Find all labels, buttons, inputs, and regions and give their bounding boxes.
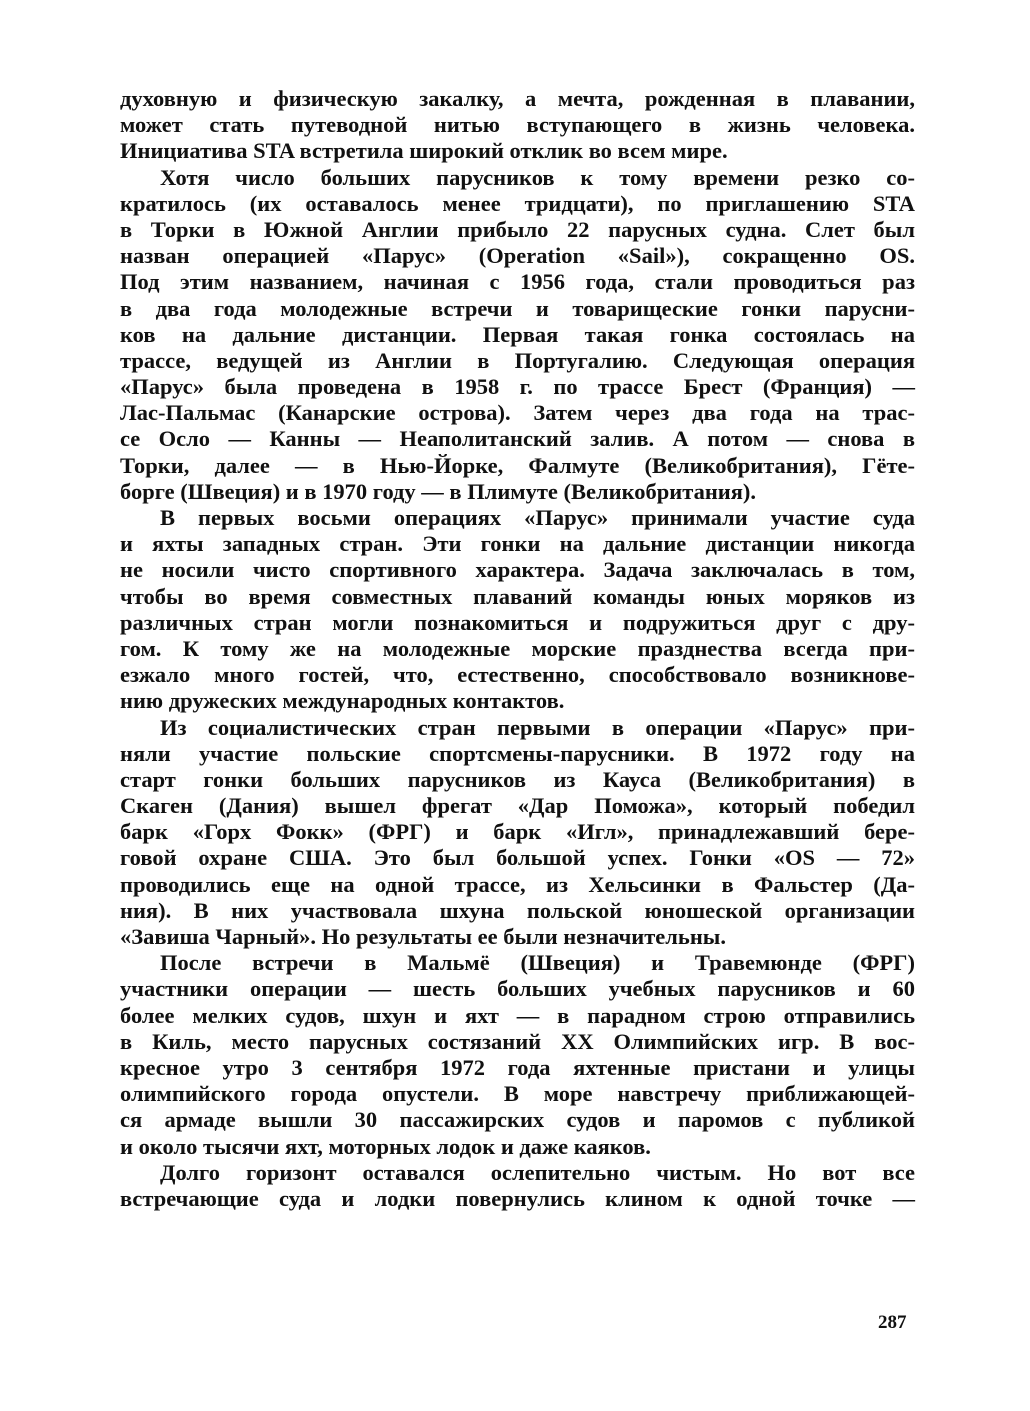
text-line: более мелких судов, шхун и яхт — в парадном строю отправились (120, 1002, 915, 1028)
paragraph (120, 505, 915, 715)
text-line: может стать путеводной нитью вступающего в жизнь человека. (120, 112, 915, 138)
text-line: ся армаде вышли 30 пассажирских судов и паромов с публикой (120, 1107, 915, 1133)
paragraph (120, 715, 915, 951)
text-line: ния). В них участвовала шхуна польской юношеской организации (120, 897, 915, 923)
text-line: и около тысячи яхт, моторных лодок и даже каяков. (120, 1133, 651, 1159)
text-line: Скаген (Дания) вышел фрегат «Дар Поможа», который победил (120, 793, 915, 819)
text-line: Инициатива STA встретила широкий отклик во всем мире. (120, 138, 728, 164)
text-line: проводились еще на одной трассе, из Хельсинки в Фальстер (Да- (120, 871, 915, 897)
text-line: кресное утро 3 сентября 1972 года яхтенные пристани и улицы (120, 1054, 915, 1080)
text-line: Торки, далее — в Нью-Йорке, Фалмуте (Великобритания), Гёте- (120, 452, 915, 478)
text-line: в Киль, место парусных состязаний XX Олимпийских игр. В вос- (120, 1028, 915, 1054)
text-line: Хотя число больших парусников к тому времени резко со- (160, 164, 915, 190)
text-line: Под этим названием, начиная с 1956 года, стали проводиться раз (120, 269, 915, 295)
paragraph (120, 950, 915, 1160)
text-line: езжало много гостей, что, естественно, способствовало возникнове- (120, 662, 915, 688)
body-text (120, 86, 915, 1212)
text-line: борге (Швеция) и в 1970 году — в Плимуте (Великобритания). (120, 478, 757, 504)
text-line: няли участие польские спортсмены-парусники. В 1972 году на (120, 740, 915, 766)
text-line: После встречи в Мальмё (Швеция) и Травемюнде (ФРГ) (160, 950, 915, 976)
text-line: духовную и физическую закалку, а мечта, рожденная в плавании, (120, 86, 915, 111)
paragraph (120, 165, 915, 505)
text-line: гом. К тому же на молодежные морские празднества всегда при- (120, 635, 915, 661)
text-line: Лас-Пальмас (Канарские острова). Затем через два года на трас- (120, 400, 915, 426)
text-line: и яхты западных стран. Эти гонки на дальние дистанции никогда (120, 531, 915, 557)
text-line: ков на дальние дистанции. Первая такая гонка состоялась на (120, 321, 915, 347)
text-line: нию дружеских международных контактов. (120, 688, 565, 714)
text-line: Долго горизонт оставался ослепительно чистым. Но вот все (160, 1159, 915, 1185)
text-line: назван операцией «Парус» (Operation «Sail»), сокращенно OS. (120, 243, 915, 269)
text-line: олимпийского города опустели. В море навстречу приближающей- (120, 1081, 915, 1107)
text-line: В первых восьми операциях «Парус» принимали участие суда (160, 505, 915, 530)
text-line: трассе, ведущей из Англии в Португалию. Следующая операция (120, 347, 915, 373)
text-line: не носили чисто спортивного характера. Задача заключалась в том, (120, 557, 915, 583)
text-line: «Парус» была проведена в 1958 г. по трассе Брест (Франция) — (120, 374, 915, 400)
text-line: говой охране США. Это был большой успех. Гонки «OS — 72» (120, 845, 915, 871)
text-line: в два года молодежные встречи и товарищеские гонки парусни- (120, 295, 915, 321)
paragraph (120, 86, 915, 165)
text-line: участники операции — шесть больших учебных парусников и 60 (120, 976, 915, 1002)
text-line: «Завиша Чарный». Но результаты ее были незначительны. (120, 924, 726, 949)
text-line: барк «Горх Фокк» (ФРГ) и барк «Игл», принадлежавший бере- (120, 819, 915, 845)
text-line: старт гонки больших парусников из Кауса (Великобритания) в (120, 766, 915, 792)
text-line: в Торки в Южной Англии прибыло 22 парусных судна. Слет был (120, 216, 915, 242)
text-line: различных стран могли познакомиться и подружиться друг с дру- (120, 609, 915, 635)
text-line: Из социалистических стран первыми в операции «Парус» при- (160, 714, 915, 740)
text-line: кратилось (их оставалось менее тридцати), по приглашению STA (120, 190, 915, 216)
text-line: встречающие суда и лодки повернулись клином к одной точке — (120, 1185, 915, 1211)
text-line: чтобы во время совместных плаваний команды юных моряков из (120, 583, 915, 609)
paragraph (120, 1160, 915, 1212)
text-line: се Осло — Канны — Неаполитанский залив. А потом — снова в (120, 426, 915, 452)
page-number: 287 (878, 1312, 907, 1333)
